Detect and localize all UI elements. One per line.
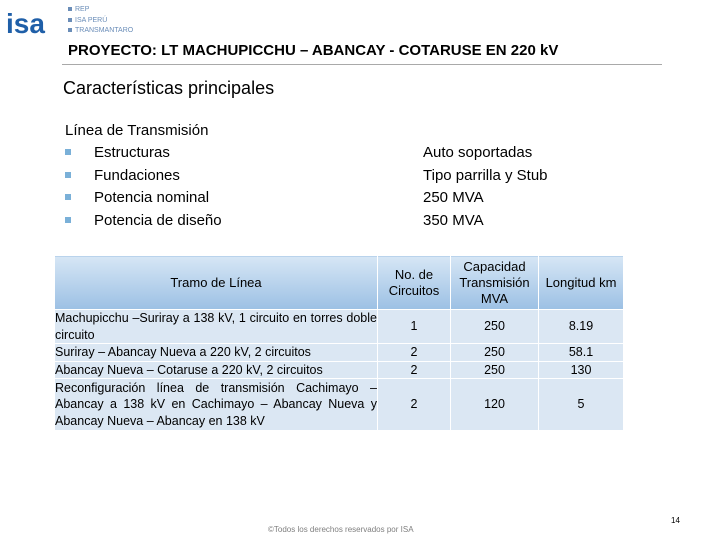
table-row <box>55 310 624 344</box>
tramos-table <box>54 255 624 431</box>
spec-row <box>65 189 585 212</box>
isa-logo <box>6 10 62 36</box>
spec-label: Fundaciones <box>94 166 180 184</box>
spec-row <box>65 212 585 235</box>
cell-tramo: Machupicchu –Suriray a 138 kV, 1 circuito en torres doble circuito <box>55 311 377 342</box>
subsidiaries-list <box>68 5 133 37</box>
spec-label: Potencia de diseño <box>94 211 222 229</box>
spec-value: 350 MVA <box>423 211 484 229</box>
cell-circuitos: 2 <box>378 344 451 362</box>
cell-longitud: 130 <box>539 361 624 379</box>
cell-tramo: Abancay Nueva – Cotaruse a 220 kV, 2 circuitos <box>55 361 378 379</box>
cell-circuitos: 1 <box>378 310 451 344</box>
spec-value: 250 MVA <box>423 189 484 206</box>
cell-circuitos: 2 <box>378 379 451 431</box>
subsidiary-item: TRANSMANTARO <box>68 26 133 37</box>
copyright-footer: ©Todos los derechos reservados por ISA <box>268 525 414 534</box>
table-row <box>55 361 624 379</box>
cell-tramo: Reconfiguración línea de transmisión Cachimayo – Abancay a 138 kV en Cachimayo – Abancay Nueva y Abancay Nueva – Abancay en 138 kV <box>55 379 378 431</box>
line-heading: Línea de Transmisión <box>65 122 209 139</box>
spec-value: Tipo parrilla y Stub <box>423 166 548 184</box>
bullet-icon <box>65 149 71 155</box>
cell-longitud: 8.19 <box>539 310 624 344</box>
cell-capacidad: 250 <box>451 361 539 379</box>
spec-value: Auto soportadas <box>423 144 533 161</box>
spec-list <box>65 144 585 234</box>
header-longitud: Longitud km <box>539 256 624 310</box>
subsidiary-item: ISA PERÚ <box>68 16 133 27</box>
project-title: PROYECTO: LT MACHUPICCHU – ABANCAY - COTARUSE EN 220 kV <box>68 42 559 59</box>
table-row <box>55 379 624 431</box>
spec-row <box>65 144 585 167</box>
header-capacidad: Capacidad Transmisión MVA <box>451 256 539 310</box>
cell-capacidad: 120 <box>451 379 539 431</box>
subsidiary-item: REP <box>68 5 133 16</box>
header-tramo: Tramo de Línea <box>55 256 378 310</box>
spec-label: Estructuras <box>94 144 170 161</box>
bullet-icon <box>65 194 71 200</box>
spec-row <box>65 167 585 190</box>
cell-longitud: 58.1 <box>539 344 624 362</box>
table-header-row <box>55 256 624 310</box>
header-circuitos: No. de Circuitos <box>378 256 451 310</box>
cell-capacidad: 250 <box>451 344 539 362</box>
cell-capacidad: 250 <box>451 310 539 344</box>
cell-circuitos: 2 <box>378 361 451 379</box>
table-row <box>55 344 624 362</box>
svg-text:isa: isa <box>6 10 45 36</box>
spec-label: Potencia nominal <box>94 189 210 206</box>
section-title: Características principales <box>63 78 275 98</box>
bullet-icon <box>65 217 71 223</box>
page-number: 14 <box>671 516 680 525</box>
header-divider <box>62 64 662 65</box>
bullet-icon <box>65 172 71 178</box>
cell-tramo: Suriray – Abancay Nueva a 220 kV, 2 circuitos <box>55 344 378 362</box>
cell-longitud: 5 <box>539 379 624 431</box>
